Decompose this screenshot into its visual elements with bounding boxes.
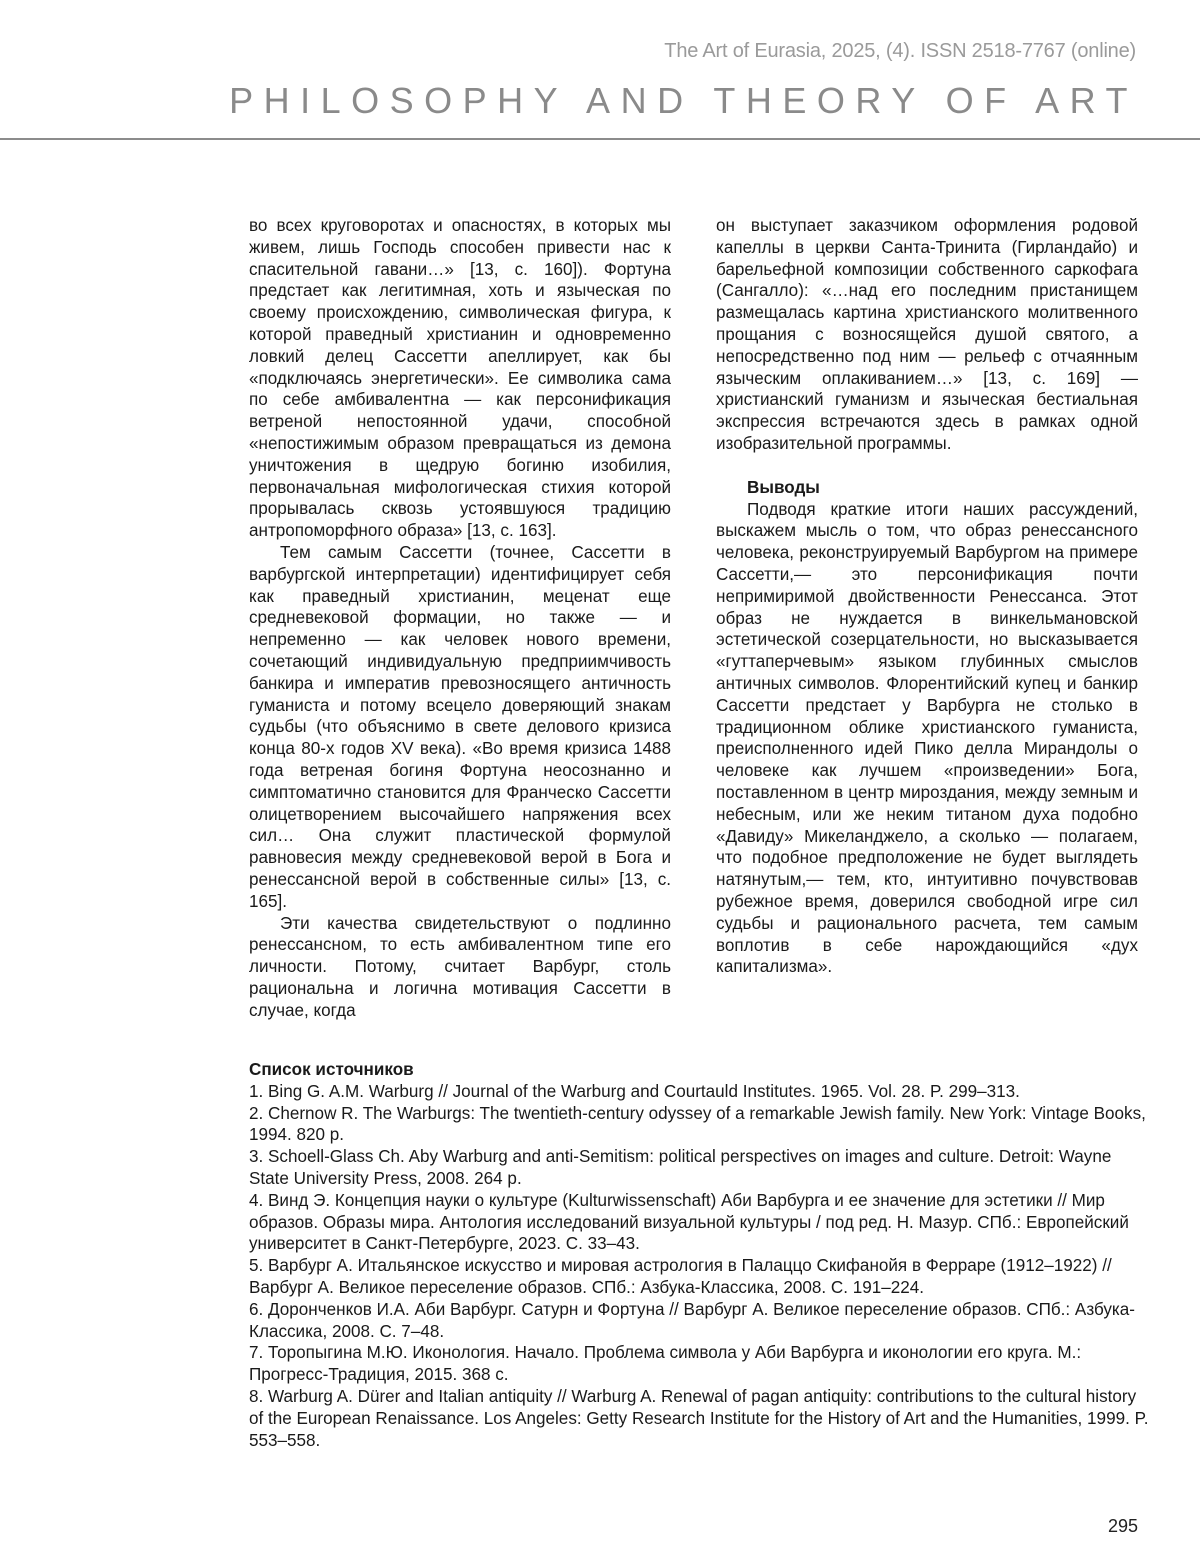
reference-item: 3. Schoell-Glass Ch. Aby Warburg and anti-Semitism: political perspectives on images and culture. Detroit: Wayne State University Press, 2008. 264 p. <box>249 1147 1112 1188</box>
section-title: PHILOSOPHY AND THEORY OF ART <box>229 80 1138 121</box>
journal-citation: The Art of Eurasia, 2025, (4). ISSN 2518-7767 (online) <box>664 40 1136 62</box>
reference-item: 6. Доронченков И.А. Аби Варбург. Сатурн и Фортуна // Варбург А. Великое переселение образов. СПб.: Азбука-Классика, 2008. С. 7–48. <box>249 1299 1135 1341</box>
body-paragraph: Подводя краткие итоги наших рассуждений, выскажем мысль о том, что образ ренессансного человека, реконструируемый Варбургом на примере Сассетти,— это персонификация почти непримиримой двойственности Ренессанса. Этот образ не нуждается в винкельмановской эстетической созерцательности, но высказывается «гуттаперчевым» языком глубинных смыслов античных символов. Флорентийский купец и банкир Сассетти предстает у Варбурга не столько в традиционном облике христианского гуманиста, преисполненного идей Пико делла Мирандолы о человеке как лучшем «произведении» Бога, поставленном в центр мироздания, между земным и небесным, или же неким титаном духа подобно «Давиду» Микеланджело, а сколько — полагаем, что подобное предположение не будет выглядеть натянутым,— тем, кто, интуитивно почувствовав рубежное время, доверился свободной игре сил судьбы и рационального расчета, тем самым воплотив в себе нарождающийся «дух капитализма». <box>716 499 1138 977</box>
reference-item: 1. Bing G. A.M. Warburg // Journal of the Warburg and Courtauld Institutes. 1965. Vol. 28. P. 299–313. <box>249 1081 1020 1101</box>
references-section <box>249 1059 1149 1451</box>
body-paragraph: он выступает заказчиком оформления родовой капеллы в церкви Санта-Тринита (Гирландайо) и барельефной композиции собственного саркофага (Сангалло): «…над его последним пристанищем размещалась картина христианского молитвенного прощания с возносящейся душой святого, а непосредственно под ним — рельеф с отчаянным языческим оплакиванием…» [13, с. 169] — христианский гуманизм и языческая бестиальная экспрессия встречаются здесь в рамках одной изобразительной программы. <box>716 216 1138 453</box>
left-column <box>249 215 671 1021</box>
references-list <box>249 1081 1149 1452</box>
body-paragraph: Тем самым Сассетти (точнее, Сассетти в варбургской интерпретации) идентифицирует себя как праведный христианин, меценат еще средневековой формации, но также — и непременно — как человек нового времени, сочетающий индивидуальную предприимчивость банкира и императив превозносящего античность гуманиста и потому всецело доверяющий знакам судьбы (что объяснимо в свете делового кризиса конца 80-х годов XV века). «Во время кризиса 1488 года ветреная богиня Фортуна неосознанно и симптоматично становится для Франческо Сассетти олицетворением высочайшего напряжения всех сил… Она служит пластической формулой равновесия между средневековой верой в Бога и ренессансной верой в собственные силы» [13, с. 165]. <box>249 542 671 911</box>
body-paragraph: во всех круговоротах и опасностях, в которых мы живем, лишь Господь способен привести нас к спасительной гавани…» [13, с. 160]). Фортуна предстает как легитимная, хоть и языческая по своему происхождению, символическая фигура, к которой праведный христианин и одновременно ловкий делец Сассетти апеллирует, как бы «подключаясь энергетически». Ее символика сама по себе амбивалентна — как персонификация ветреной непостоянной удачи, способной «непостижимым образом превращаться из демона уничтожения в щедрую богиню изобилия, первоначальная мифологическая стихия которой прорывалась сквозь устоявшуюся традицию антропоморфного образа» [13, с. 163]. <box>249 216 671 541</box>
body-paragraph: Эти качества свидетельствуют о подлинно ренессансном, то есть амбивалентном типе его личности. Потому, считает Варбург, столь рациональна и логична мотивация Сассетти в случае, когда <box>249 913 671 1020</box>
page-number: 295 <box>1107 1516 1138 1536</box>
right-column <box>716 215 1138 978</box>
conclusions-heading: Выводы <box>747 477 820 497</box>
reference-item: 5. Варбург А. Итальянское искусство и мировая астрология в Палаццо Скифанойя в Ферраре (1912–1922) // Варбург А. Великое переселение образов. СПб.: Азбука-Классика, 2008. С. 191–224. <box>249 1256 1112 1297</box>
reference-item: 8. Warburg A. Dürer and Italian antiquity // Warburg A. Renewal of pagan antiquity: contributions to the cultural history of the European Renaissance. Los Angeles: Getty Research Institute for the History of Art and the Humanities, 1999. P. 553–558. <box>249 1386 1149 1450</box>
header-divider <box>0 138 1200 140</box>
reference-item: 2. Chernow R. The Warburgs: The twentieth-century odyssey of a remarkable Jewish family. New York: Vintage Books, 1994. 820 p. <box>249 1103 1146 1145</box>
reference-item: 7. Торопыгина М.Ю. Иконология. Начало. Проблема символа у Аби Варбурга и иконологии его круга. М.: Прогресс-Традиция, 2015. 368 с. <box>249 1343 1082 1385</box>
reference-item: 4. Винд Э. Концепция науки о культуре (Kulturwissenschaft) Аби Варбурга и ее значение для эстетики // Мир образов. Образы мира. Антология исследований визуальной культуры / под ред. Н. Мазур. СПб.: Европейский университет в Санкт-Петербурге, 2023. С. 33–43. <box>249 1190 1129 1254</box>
references-heading: Список источников <box>249 1060 414 1079</box>
